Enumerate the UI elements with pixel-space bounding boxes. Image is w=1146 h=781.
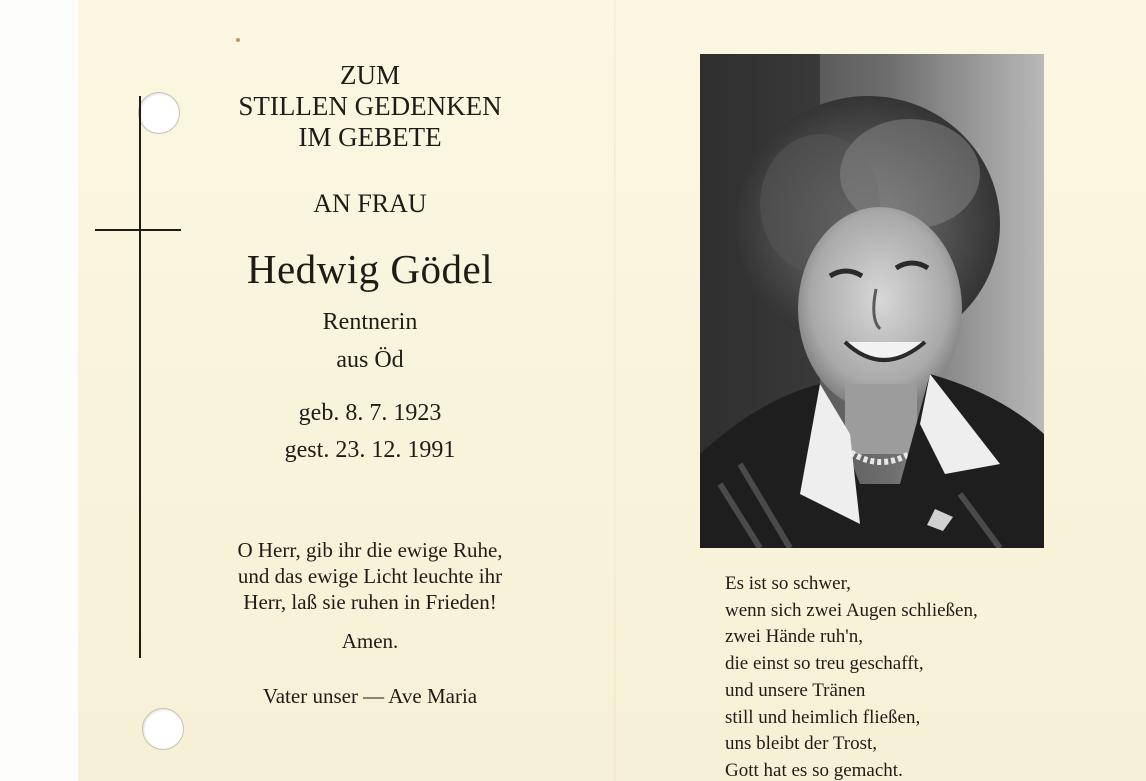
deceased-name: Hedwig Gödel <box>246 246 494 292</box>
card-fold <box>614 0 616 781</box>
cross-icon-vertical <box>139 96 141 658</box>
heading-line: ZUM <box>340 60 400 90</box>
heading-line: IM GEBETE <box>298 122 442 152</box>
death-date: gest. 23. 12. 1991 <box>284 437 456 463</box>
scan-margin <box>0 0 78 781</box>
prayer-line: O Herr, gib ihr die ewige Ruhe, <box>237 538 503 562</box>
poem-line: uns bleibt der Trost, <box>725 733 878 755</box>
occupation: Rentnerin <box>322 309 418 335</box>
punch-hole-top <box>138 92 180 134</box>
cross-icon-horizontal <box>95 229 181 231</box>
poem <box>725 571 1055 781</box>
poem-line: Es ist so schwer, <box>725 573 851 594</box>
poem-line: zwei Hände ruh'n, <box>725 626 863 648</box>
paper-speck <box>236 38 240 42</box>
poem-line: die einst so treu geschafft, <box>725 653 924 675</box>
heading-line: STILLEN GEDENKEN <box>238 91 502 121</box>
prayer-text <box>200 537 540 615</box>
prayer-line: und das ewige Licht leuchte ihr <box>237 564 503 588</box>
birth-date: geb. 8. 7. 1923 <box>298 400 442 426</box>
poem-line: wenn sich zwei Augen schließen, <box>725 599 978 621</box>
poem-line: Gott hat es so gemacht. <box>725 759 903 781</box>
prayer-line: Herr, laß sie ruhen in Frieden! <box>243 590 497 614</box>
poem-line: und unsere Tränen <box>725 679 866 701</box>
portrait-photo <box>700 54 1044 548</box>
portrait-photo-icon <box>700 54 1044 548</box>
poem-line: still und heimlich fließen, <box>725 706 921 728</box>
punch-hole-bottom <box>142 708 184 750</box>
origin: aus Öd <box>336 347 404 373</box>
amen: Amen. <box>341 629 399 653</box>
closing-prayers: Vater unser — Ave Maria <box>262 684 478 708</box>
memorial-heading <box>200 60 540 153</box>
salutation: AN FRAU <box>313 189 427 218</box>
